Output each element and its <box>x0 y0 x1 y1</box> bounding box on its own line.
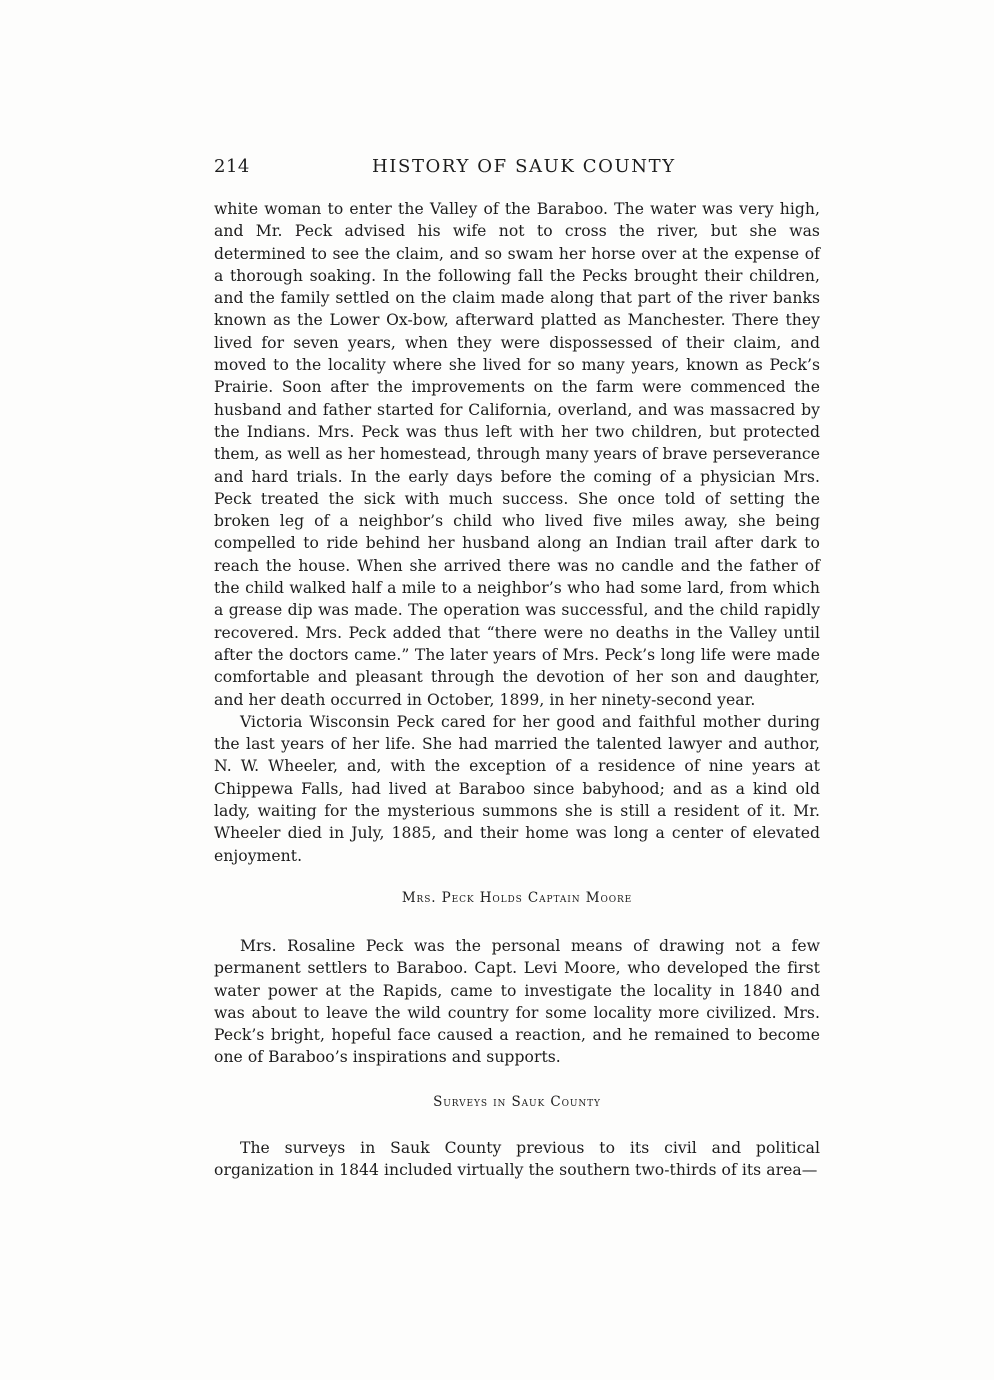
paragraph-victoria-peck: Victoria Wisconsin Peck cared for her good and faithful mother during the last years of her life. She had married the talented lawyer and author, N. W. Wheeler, and, with the exception of a residence of nine years at Chippewa Falls, had lived at Baraboo since babyhood; and as a kind old lady, waiting for the mysterious summons she is still a resident of it. Mr. Wheeler died in July, 1885, and their home was long a center of elevated enjoyment. <box>214 712 820 865</box>
running-head <box>214 156 820 182</box>
paragraph-surveys: The surveys in Sauk County previous to its civil and political organization in 1844 included virtually the southern two-thirds of its area— <box>214 1138 820 1179</box>
section-heading-captain-moore: Mrs. Peck Holds Captain Moore <box>401 889 633 906</box>
paragraph-rosaline-peck: Mrs. Rosaline Peck was the personal means of drawing not a few permanent settlers to Baraboo. Capt. Levi Moore, who developed the first water power at the Rapids, came to investigate the locality in 1840 and was about to leave the wild country for some locality more civilized. Mrs. Peck’s bright, hopeful face caused a reaction, and he remained to become one of Baraboo’s inspirations and supports. <box>214 936 820 1067</box>
page-number: 214 <box>214 156 250 177</box>
paragraph-peck-history: white woman to enter the Valley of the Baraboo. The water was very high, and Mr. Peck advised his wife not to cross the river, but she was determined to see the claim, and so swam her horse over at the expense of a thorough soaking. In the following fall the Pecks brought their children, and the family settled on the claim made along that part of the river banks known as the Lower Ox-bow, afterward platted as Manchester. There they lived for seven years, when they were dispossessed of their claim, and moved to the locality where she lived for so many years, known as Peck’s Prairie. Soon after the improvements on the farm were commenced the husband and father started for California, overland, and was massacred by the Indians. Mrs. Peck was thus left with her two children, but protected them, as well as her homestead, through many years of brave perseverance and hard trials. In the early days before the coming of a physician Mrs. Peck treated the sick with much success. She once told of setting the broken leg of a neighbor’s child who lived five miles away, she being compelled to ride behind her husband along an Indian trail after dark to reach the house. When she arrived there was no candle and the father of the child walked half a mile to a neighbor’s who had some lard, from which a grease dip was made. The operation was successful, and the child rapidly recovered. Mrs. Peck added that “there were no deaths in the Valley until after the doctors came.” The later years of Mrs. Peck’s long life were made comfortable and pleasant through the devotion of her son and daughter, and her death occurred in October, 1899, in her ninety-second year. <box>214 200 820 709</box>
section-heading-surveys: Surveys in Sauk County <box>433 1093 601 1110</box>
running-title: HISTORY OF SAUK COUNTY <box>372 156 676 177</box>
body-text <box>214 198 820 1181</box>
